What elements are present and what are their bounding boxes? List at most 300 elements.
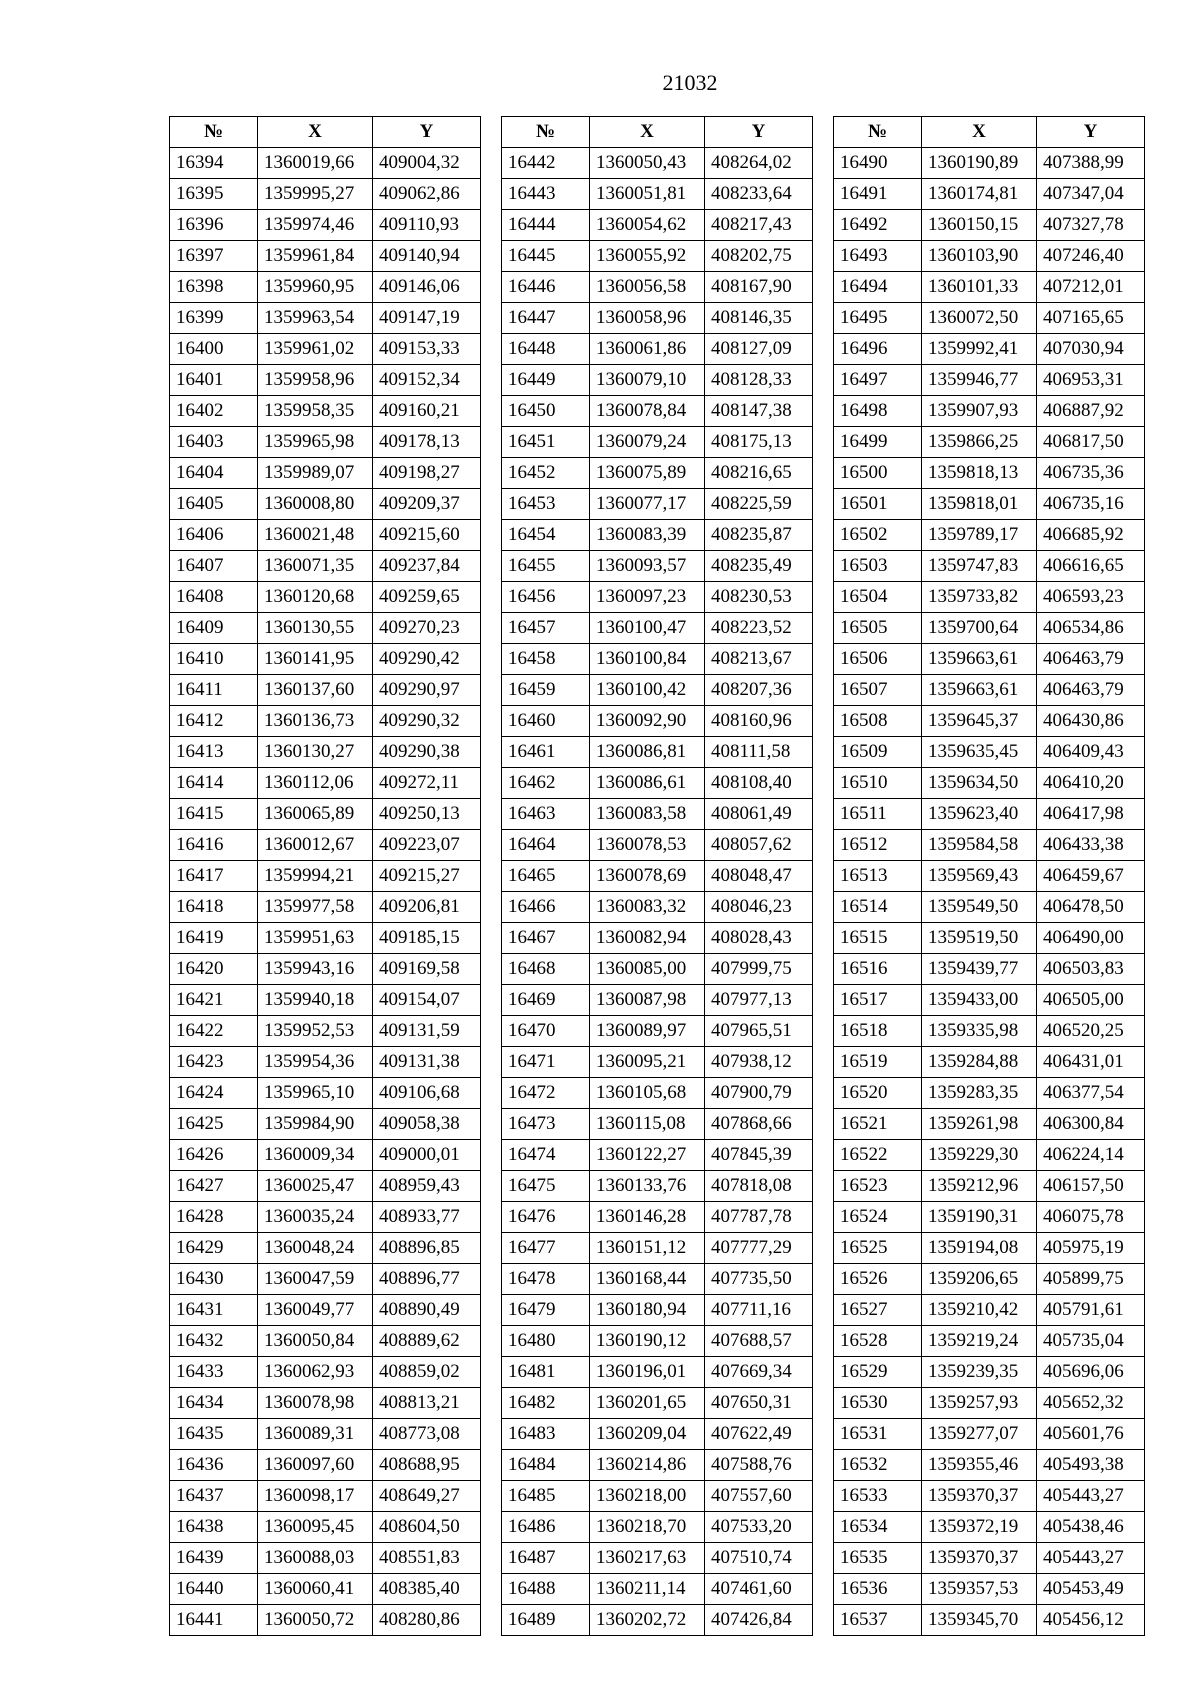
table-row — [834, 551, 1145, 582]
cell-x: 1359963,54 — [258, 303, 373, 334]
table-row — [834, 954, 1145, 985]
cell-number: 16435 — [170, 1419, 258, 1450]
table-row — [834, 1419, 1145, 1450]
cell-number: 16440 — [170, 1574, 258, 1605]
cell-y: 406616,65 — [1037, 551, 1145, 582]
cell-y: 408146,35 — [705, 303, 813, 334]
table-row — [170, 1326, 481, 1357]
cell-number: 16438 — [170, 1512, 258, 1543]
cell-number: 16398 — [170, 272, 258, 303]
cell-x: 1360082,94 — [590, 923, 705, 954]
cell-x: 1360150,15 — [922, 210, 1037, 241]
cell-number: 16460 — [502, 706, 590, 737]
table-row — [834, 272, 1145, 303]
cell-number: 16471 — [502, 1047, 590, 1078]
cell-x: 1360141,95 — [258, 644, 373, 675]
table-row — [170, 706, 481, 737]
table-row — [834, 799, 1145, 830]
cell-number: 16519 — [834, 1047, 922, 1078]
cell-y: 408280,86 — [373, 1605, 481, 1636]
cell-x: 1360079,24 — [590, 427, 705, 458]
table-row — [502, 520, 813, 551]
cell-y: 409209,37 — [373, 489, 481, 520]
cell-number: 16396 — [170, 210, 258, 241]
cell-y: 407735,50 — [705, 1264, 813, 1295]
cell-y: 408128,33 — [705, 365, 813, 396]
cell-number: 16494 — [834, 272, 922, 303]
cell-x: 1360093,57 — [590, 551, 705, 582]
cell-y: 408235,87 — [705, 520, 813, 551]
cell-y: 408859,02 — [373, 1357, 481, 1388]
cell-number: 16402 — [170, 396, 258, 427]
cell-y: 405735,04 — [1037, 1326, 1145, 1357]
cell-x: 1359206,65 — [922, 1264, 1037, 1295]
cell-number: 16433 — [170, 1357, 258, 1388]
table-row — [834, 1233, 1145, 1264]
table-row — [170, 365, 481, 396]
cell-number: 16406 — [170, 520, 258, 551]
cell-x: 1360086,61 — [590, 768, 705, 799]
table-row — [502, 706, 813, 737]
cell-number: 16422 — [170, 1016, 258, 1047]
cell-number: 16419 — [170, 923, 258, 954]
cell-x: 1360136,73 — [258, 706, 373, 737]
cell-x: 1360214,86 — [590, 1450, 705, 1481]
cell-x: 1360065,89 — [258, 799, 373, 830]
cell-x: 1359958,35 — [258, 396, 373, 427]
table-row — [170, 1109, 481, 1140]
cell-y: 409169,58 — [373, 954, 481, 985]
column-header-number: № — [834, 117, 922, 148]
cell-x: 1359789,17 — [922, 520, 1037, 551]
table-row — [502, 613, 813, 644]
cell-y: 407711,16 — [705, 1295, 813, 1326]
table-row — [170, 644, 481, 675]
cell-x: 1359283,35 — [922, 1078, 1037, 1109]
cell-number: 16405 — [170, 489, 258, 520]
cell-x: 1359335,98 — [922, 1016, 1037, 1047]
cell-y: 408217,43 — [705, 210, 813, 241]
cell-number: 16420 — [170, 954, 258, 985]
cell-x: 1359194,08 — [922, 1233, 1037, 1264]
cell-y: 408108,40 — [705, 768, 813, 799]
cell-y: 407787,78 — [705, 1202, 813, 1233]
cell-x: 1359372,19 — [922, 1512, 1037, 1543]
table-row — [170, 272, 481, 303]
cell-y: 406410,20 — [1037, 768, 1145, 799]
cell-number: 16473 — [502, 1109, 590, 1140]
cell-y: 406817,50 — [1037, 427, 1145, 458]
cell-y: 409185,15 — [373, 923, 481, 954]
cell-x: 1359961,84 — [258, 241, 373, 272]
table-row — [834, 179, 1145, 210]
table-row — [170, 1543, 481, 1574]
cell-number: 16418 — [170, 892, 258, 923]
table-row — [170, 1574, 481, 1605]
column-header-x: X — [590, 117, 705, 148]
cell-number: 16472 — [502, 1078, 590, 1109]
cell-y: 409215,27 — [373, 861, 481, 892]
cell-number: 16400 — [170, 334, 258, 365]
cell-y: 408604,50 — [373, 1512, 481, 1543]
cell-number: 16437 — [170, 1481, 258, 1512]
column-header-x: X — [922, 117, 1037, 148]
cell-y: 409004,32 — [373, 148, 481, 179]
cell-number: 16515 — [834, 923, 922, 954]
cell-x: 1359212,96 — [922, 1171, 1037, 1202]
cell-y: 409152,34 — [373, 365, 481, 396]
cell-y: 405493,38 — [1037, 1450, 1145, 1481]
table-row — [502, 303, 813, 334]
cell-number: 16533 — [834, 1481, 922, 1512]
cell-y: 406534,86 — [1037, 613, 1145, 644]
table-row — [170, 830, 481, 861]
cell-number: 16522 — [834, 1140, 922, 1171]
table-row — [834, 489, 1145, 520]
column-header-number: № — [502, 117, 590, 148]
cell-number: 16485 — [502, 1481, 590, 1512]
cell-number: 16466 — [502, 892, 590, 923]
table-row — [502, 179, 813, 210]
table-row — [502, 1512, 813, 1543]
cell-y: 408933,77 — [373, 1202, 481, 1233]
table-row — [834, 1450, 1145, 1481]
cell-number: 16456 — [502, 582, 590, 613]
cell-y: 409140,94 — [373, 241, 481, 272]
cell-number: 16411 — [170, 675, 258, 706]
cell-y: 408046,23 — [705, 892, 813, 923]
cell-number: 16426 — [170, 1140, 258, 1171]
cell-x: 1359974,46 — [258, 210, 373, 241]
table-row — [834, 706, 1145, 737]
cell-number: 16436 — [170, 1450, 258, 1481]
table-row — [834, 1078, 1145, 1109]
cell-number: 16474 — [502, 1140, 590, 1171]
cell-y: 409250,13 — [373, 799, 481, 830]
cell-number: 16535 — [834, 1543, 922, 1574]
cell-y: 408225,59 — [705, 489, 813, 520]
cell-number: 16423 — [170, 1047, 258, 1078]
cell-x: 1359946,77 — [922, 365, 1037, 396]
cell-number: 16483 — [502, 1419, 590, 1450]
cell-number: 16505 — [834, 613, 922, 644]
cell-x: 1359357,53 — [922, 1574, 1037, 1605]
table-row — [834, 737, 1145, 768]
cell-x: 1359943,16 — [258, 954, 373, 985]
cell-y: 409131,59 — [373, 1016, 481, 1047]
cell-x: 1360130,55 — [258, 613, 373, 644]
cell-number: 16459 — [502, 675, 590, 706]
table-row — [502, 1140, 813, 1171]
cell-x: 1360055,92 — [590, 241, 705, 272]
cell-y: 408773,08 — [373, 1419, 481, 1450]
cell-y: 409146,06 — [373, 272, 481, 303]
cell-y: 409270,23 — [373, 613, 481, 644]
cell-x: 1359907,93 — [922, 396, 1037, 427]
cell-x: 1360095,45 — [258, 1512, 373, 1543]
cell-y: 406417,98 — [1037, 799, 1145, 830]
cell-number: 16458 — [502, 644, 590, 675]
table-row — [170, 799, 481, 830]
table-row — [502, 799, 813, 830]
cell-number: 16432 — [170, 1326, 258, 1357]
cell-y: 408896,77 — [373, 1264, 481, 1295]
cell-number: 16429 — [170, 1233, 258, 1264]
cell-number: 16455 — [502, 551, 590, 582]
cell-y: 409000,01 — [373, 1140, 481, 1171]
cell-y: 408688,95 — [373, 1450, 481, 1481]
cell-y: 405453,49 — [1037, 1574, 1145, 1605]
cell-y: 408048,47 — [705, 861, 813, 892]
table-row — [170, 613, 481, 644]
cell-x: 1360095,21 — [590, 1047, 705, 1078]
cell-number: 16421 — [170, 985, 258, 1016]
cell-x: 1359569,43 — [922, 861, 1037, 892]
cell-x: 1359733,82 — [922, 582, 1037, 613]
cell-x: 1359747,83 — [922, 551, 1037, 582]
cell-y: 406433,38 — [1037, 830, 1145, 861]
cell-number: 16487 — [502, 1543, 590, 1574]
table-row — [834, 210, 1145, 241]
table-row — [170, 241, 481, 272]
table-row — [502, 1171, 813, 1202]
cell-x: 1359219,24 — [922, 1326, 1037, 1357]
table-row — [834, 830, 1145, 861]
table-row — [834, 303, 1145, 334]
cell-y: 408385,40 — [373, 1574, 481, 1605]
cell-number: 16424 — [170, 1078, 258, 1109]
cell-x: 1360050,84 — [258, 1326, 373, 1357]
table-row — [834, 241, 1145, 272]
cell-number: 16488 — [502, 1574, 590, 1605]
table-row — [170, 1419, 481, 1450]
cell-y: 408167,90 — [705, 272, 813, 303]
cell-number: 16531 — [834, 1419, 922, 1450]
cell-y: 408959,43 — [373, 1171, 481, 1202]
table-row — [170, 954, 481, 985]
cell-x: 1360112,06 — [258, 768, 373, 799]
cell-x: 1359984,90 — [258, 1109, 373, 1140]
cell-number: 16447 — [502, 303, 590, 334]
cell-y: 406490,00 — [1037, 923, 1145, 954]
cell-number: 16518 — [834, 1016, 922, 1047]
cell-y: 408649,27 — [373, 1481, 481, 1512]
cell-number: 16403 — [170, 427, 258, 458]
cell-y: 405975,19 — [1037, 1233, 1145, 1264]
table-row — [502, 1481, 813, 1512]
table-row — [502, 1543, 813, 1574]
cell-number: 16448 — [502, 334, 590, 365]
cell-y: 409259,65 — [373, 582, 481, 613]
cell-y: 407246,40 — [1037, 241, 1145, 272]
cell-x: 1359549,50 — [922, 892, 1037, 923]
cell-x: 1359818,13 — [922, 458, 1037, 489]
cell-x: 1359623,40 — [922, 799, 1037, 830]
cell-y: 409062,86 — [373, 179, 481, 210]
cell-y: 405443,27 — [1037, 1543, 1145, 1574]
coordinate-table-3 — [833, 116, 1145, 1636]
cell-number: 16520 — [834, 1078, 922, 1109]
table-row — [834, 1171, 1145, 1202]
cell-x: 1359439,77 — [922, 954, 1037, 985]
table-row — [502, 582, 813, 613]
cell-y: 406075,78 — [1037, 1202, 1145, 1233]
table-row — [834, 396, 1145, 427]
table-row — [502, 675, 813, 706]
table-row — [170, 1140, 481, 1171]
table-row — [502, 923, 813, 954]
cell-y: 407030,94 — [1037, 334, 1145, 365]
cell-x: 1360092,90 — [590, 706, 705, 737]
cell-y: 407938,12 — [705, 1047, 813, 1078]
cell-x: 1359965,98 — [258, 427, 373, 458]
table-row — [834, 1295, 1145, 1326]
cell-x: 1359345,70 — [922, 1605, 1037, 1636]
cell-y: 408889,62 — [373, 1326, 481, 1357]
table-row — [170, 334, 481, 365]
table-row — [502, 427, 813, 458]
cell-number: 16502 — [834, 520, 922, 551]
table-row — [834, 892, 1145, 923]
table-row — [834, 458, 1145, 489]
cell-y: 405438,46 — [1037, 1512, 1145, 1543]
table-row — [834, 1512, 1145, 1543]
cell-y: 407510,74 — [705, 1543, 813, 1574]
cell-y: 406520,25 — [1037, 1016, 1145, 1047]
cell-x: 1359663,61 — [922, 644, 1037, 675]
page-number: 21032 — [662, 70, 718, 95]
cell-number: 16463 — [502, 799, 590, 830]
cell-number: 16407 — [170, 551, 258, 582]
cell-number: 16452 — [502, 458, 590, 489]
table-row — [834, 365, 1145, 396]
cell-number: 16528 — [834, 1326, 922, 1357]
cell-x: 1360098,17 — [258, 1481, 373, 1512]
table-row — [502, 830, 813, 861]
cell-y: 408057,62 — [705, 830, 813, 861]
cell-x: 1359370,37 — [922, 1481, 1037, 1512]
table-row — [834, 985, 1145, 1016]
cell-number: 16467 — [502, 923, 590, 954]
cell-x: 1360218,70 — [590, 1512, 705, 1543]
cell-number: 16490 — [834, 148, 922, 179]
table-row — [502, 1450, 813, 1481]
table-row — [834, 1326, 1145, 1357]
cell-y: 406505,00 — [1037, 985, 1145, 1016]
cell-number: 16480 — [502, 1326, 590, 1357]
cell-y: 407818,08 — [705, 1171, 813, 1202]
cell-number: 16413 — [170, 737, 258, 768]
cell-x: 1360218,00 — [590, 1481, 705, 1512]
cell-number: 16415 — [170, 799, 258, 830]
cell-x: 1360105,68 — [590, 1078, 705, 1109]
table-row — [170, 1450, 481, 1481]
table-row — [502, 1233, 813, 1264]
cell-y: 408264,02 — [705, 148, 813, 179]
cell-x: 1360130,27 — [258, 737, 373, 768]
cell-x: 1359965,10 — [258, 1078, 373, 1109]
cell-number: 16493 — [834, 241, 922, 272]
cell-number: 16514 — [834, 892, 922, 923]
cell-y: 406887,92 — [1037, 396, 1145, 427]
cell-y: 409290,42 — [373, 644, 481, 675]
cell-x: 1360180,94 — [590, 1295, 705, 1326]
cell-x: 1360089,97 — [590, 1016, 705, 1047]
cell-y: 405791,61 — [1037, 1295, 1145, 1326]
cell-x: 1360060,41 — [258, 1574, 373, 1605]
cell-number: 16498 — [834, 396, 922, 427]
cell-x: 1359433,00 — [922, 985, 1037, 1016]
cell-x: 1360025,47 — [258, 1171, 373, 1202]
cell-x: 1359190,31 — [922, 1202, 1037, 1233]
cell-x: 1360100,84 — [590, 644, 705, 675]
cell-number: 16509 — [834, 737, 922, 768]
table-row — [502, 892, 813, 923]
cell-y: 407533,20 — [705, 1512, 813, 1543]
cell-number: 16394 — [170, 148, 258, 179]
column-header-y: Y — [373, 117, 481, 148]
table-row — [834, 520, 1145, 551]
cell-number: 16512 — [834, 830, 922, 861]
cell-y: 408175,13 — [705, 427, 813, 458]
cell-y: 407777,29 — [705, 1233, 813, 1264]
cell-x: 1359951,63 — [258, 923, 373, 954]
cell-number: 16446 — [502, 272, 590, 303]
cell-y: 407622,49 — [705, 1419, 813, 1450]
cell-number: 16503 — [834, 551, 922, 582]
header-row — [502, 117, 813, 148]
table-row — [502, 1264, 813, 1295]
table-row — [834, 923, 1145, 954]
cell-x: 1360202,72 — [590, 1605, 705, 1636]
cell-x: 1359284,88 — [922, 1047, 1037, 1078]
cell-x: 1360122,27 — [590, 1140, 705, 1171]
table-row — [170, 1264, 481, 1295]
table-row — [170, 892, 481, 923]
cell-y: 408111,58 — [705, 737, 813, 768]
cell-x: 1360071,35 — [258, 551, 373, 582]
table-row — [502, 148, 813, 179]
cell-x: 1360061,86 — [590, 334, 705, 365]
table-row — [170, 458, 481, 489]
column-header-y: Y — [705, 117, 813, 148]
cell-number: 16425 — [170, 1109, 258, 1140]
cell-y: 408028,43 — [705, 923, 813, 954]
cell-number: 16399 — [170, 303, 258, 334]
table-row — [170, 1481, 481, 1512]
table-row — [834, 1264, 1145, 1295]
cell-x: 1359960,95 — [258, 272, 373, 303]
cell-y: 407650,31 — [705, 1388, 813, 1419]
cell-y: 409058,38 — [373, 1109, 481, 1140]
cell-y: 409160,21 — [373, 396, 481, 427]
table-row — [502, 1202, 813, 1233]
cell-y: 409290,97 — [373, 675, 481, 706]
table-row — [170, 985, 481, 1016]
cell-x: 1359261,98 — [922, 1109, 1037, 1140]
cell-number: 16409 — [170, 613, 258, 644]
cell-y: 407688,57 — [705, 1326, 813, 1357]
cell-number: 16486 — [502, 1512, 590, 1543]
table-row — [502, 365, 813, 396]
table-row — [170, 1047, 481, 1078]
cell-number: 16489 — [502, 1605, 590, 1636]
table-row — [834, 427, 1145, 458]
table-row — [834, 1202, 1145, 1233]
cell-y: 407388,99 — [1037, 148, 1145, 179]
cell-y: 409290,32 — [373, 706, 481, 737]
cell-y: 406157,50 — [1037, 1171, 1145, 1202]
